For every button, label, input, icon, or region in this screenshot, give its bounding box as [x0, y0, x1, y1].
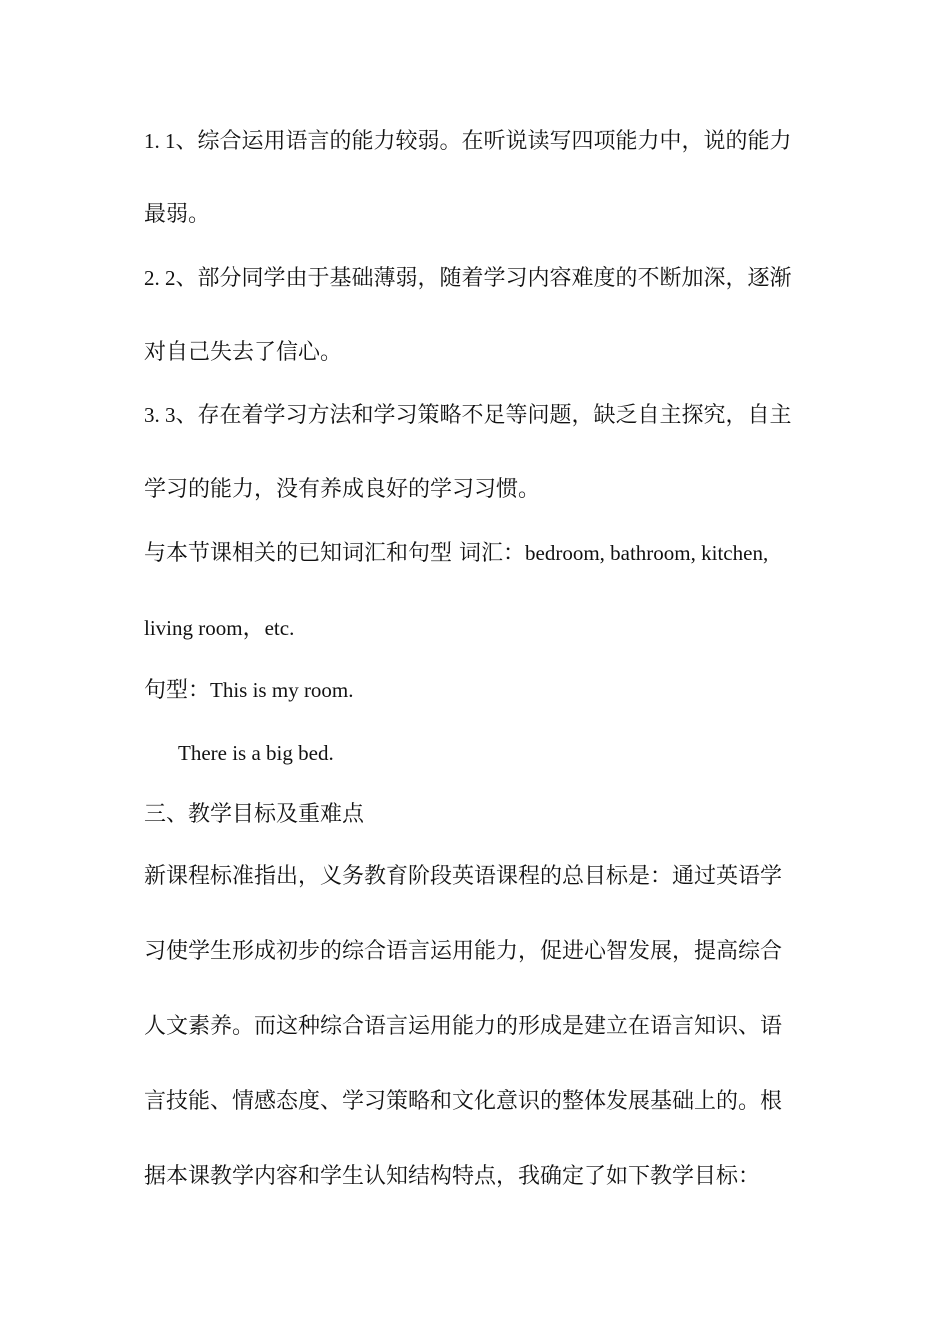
item-3-text: 、存在着学习方法和学习策略不足等问题，缺乏自主探究，自主	[175, 403, 792, 428]
vocab-line-2	[144, 613, 294, 644]
item-3-line-1	[144, 400, 792, 431]
vocab-words-2: living room	[144, 616, 243, 640]
vocab-intro: 与本节课相关的已知词汇和句型 词汇：	[144, 541, 525, 566]
item-1-text: 、综合运用语言的能力较弱。在听说读写四项能力中，说的能力	[175, 129, 792, 154]
paragraph-line-3: 人文素养。而这种综合语言运用能力的形成是建立在语言知识、语	[144, 1014, 783, 1039]
vocab-separator: ，	[242, 616, 265, 641]
item-1-line-1	[144, 126, 792, 157]
sentence-label: 句型：	[144, 678, 211, 703]
paragraph-line-1: 新课程标准指出，义务教育阶段英语课程的总目标是：通过英语学	[144, 864, 783, 889]
sentence-line-1	[144, 675, 354, 706]
item-2-number: 2. 2	[144, 266, 176, 290]
vocab-etc: etc.	[264, 616, 295, 640]
item-2-line-1	[144, 263, 792, 294]
sentence-1: This is my room.	[210, 678, 354, 702]
item-3-line-2: 学习的能力，没有养成良好的学习习惯。	[144, 477, 541, 502]
vocab-words-1: bedroom, bathroom, kitchen,	[525, 541, 769, 565]
vocab-line-1	[144, 538, 768, 569]
item-2-text: 、部分同学由于基础薄弱，随着学习内容难度的不断加深，逐渐	[175, 266, 792, 291]
paragraph-line-5: 据本课教学内容和学生认知结构特点，我确定了如下教学目标：	[144, 1164, 761, 1189]
sentence-2: There is a big bed.	[178, 741, 334, 765]
item-1-number: 1. 1	[144, 129, 176, 153]
paragraph-line-4: 言技能、情感态度、学习策略和文化意识的整体发展基础上的。根	[144, 1089, 783, 1114]
item-3-number: 3. 3	[144, 403, 176, 427]
item-2-line-2: 对自己失去了信心。	[144, 340, 343, 365]
paragraph-line-2: 习使学生形成初步的综合语言运用能力，促进心智发展，提高综合	[144, 939, 783, 964]
item-1-line-2: 最弱。	[144, 202, 211, 227]
section-heading: 三、教学目标及重难点	[144, 802, 365, 827]
